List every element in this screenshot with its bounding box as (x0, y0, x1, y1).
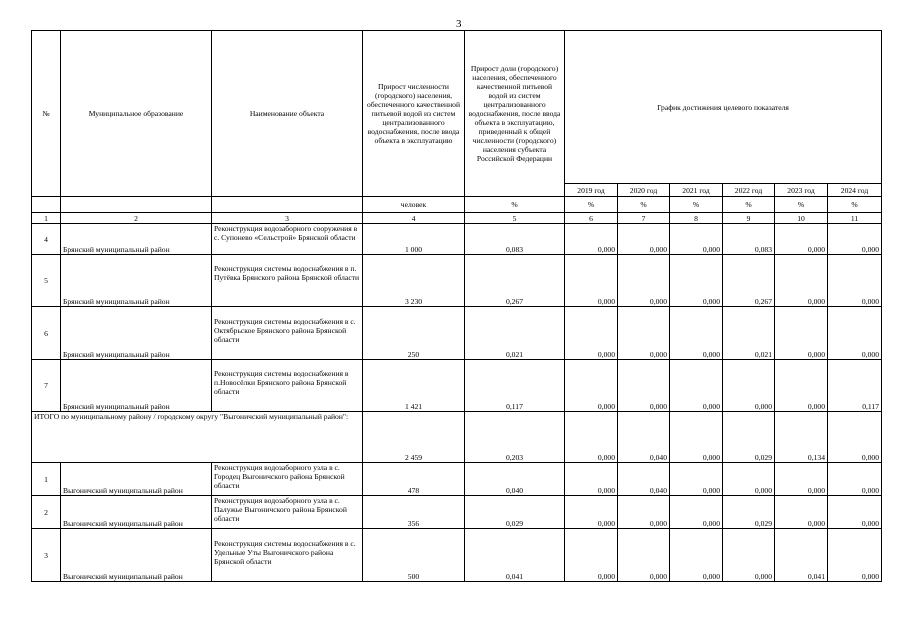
row-object: Реконструкция системы водоснабжения в с. Октябрьское Брянского района Брянской области (212, 307, 363, 360)
row-year-value: 0,000 (618, 255, 670, 307)
row-number: 2 (32, 496, 61, 529)
column-index: 2 (61, 213, 212, 224)
header-year: 2022 год (723, 184, 775, 197)
row-year-value: 0,000 (723, 529, 775, 582)
unit-year-percent: % (828, 197, 882, 213)
column-index: 3 (212, 213, 363, 224)
unit-year-percent: % (618, 197, 670, 213)
header-object-name: Наименование объекта (212, 31, 363, 197)
header-year: 2024 год (828, 184, 882, 197)
row-object: Реконструкция водозаборного узла в с. Городец Выгоничского района Брянской области (212, 463, 363, 496)
row-municipality: Брянский муниципальный район (61, 224, 212, 255)
target-indicator-table (31, 30, 882, 582)
row-year-value: 0,041 (775, 529, 828, 582)
row-municipality: Выгоничский муниципальный район (61, 496, 212, 529)
total-year-value: 0,000 (670, 412, 723, 463)
row-year-value: 0,029 (723, 496, 775, 529)
row-people: 478 (363, 463, 465, 496)
header-year: 2021 год (670, 184, 723, 197)
row-year-value: 0,000 (775, 496, 828, 529)
row-year-value: 0,000 (828, 496, 882, 529)
column-index: 6 (565, 213, 618, 224)
unit-year-percent: % (670, 197, 723, 213)
row-number: 1 (32, 463, 61, 496)
row-people: 1 421 (363, 360, 465, 412)
column-index: 11 (828, 213, 882, 224)
row-year-value: 0,021 (723, 307, 775, 360)
column-index: 4 (363, 213, 465, 224)
table-row (32, 224, 882, 255)
table-row (32, 496, 882, 529)
column-index: 10 (775, 213, 828, 224)
row-share: 0,267 (465, 255, 565, 307)
row-object: Реконструкция водозаборного узла в с. Палужье Выгоничского района Брянской области (212, 496, 363, 529)
table-row (32, 307, 882, 360)
row-municipality: Брянский муниципальный район (61, 255, 212, 307)
total-year-value: 0,040 (618, 412, 670, 463)
row-object: Реконструкция системы водоснабжения в п. Путёвка Брянского района Брянской области (212, 255, 363, 307)
unit-people: человек (363, 197, 465, 213)
unit-empty (212, 197, 363, 213)
row-share: 0,041 (465, 529, 565, 582)
row-year-value: 0,000 (670, 496, 723, 529)
row-year-value: 0,000 (565, 529, 618, 582)
unit-year-percent: % (565, 197, 618, 213)
row-number: 7 (32, 360, 61, 412)
row-number: 6 (32, 307, 61, 360)
row-year-value: 0,000 (775, 224, 828, 255)
header-population-growth: Прирост численности (городского) населения, обеспеченного качественной питьевой водой из систем централизованного водоснабжения, после ввода объекта в эксплуатацию (363, 31, 465, 197)
total-year-value: 0,000 (565, 412, 618, 463)
header-year: 2023 год (775, 184, 828, 197)
header-no: № (32, 31, 61, 197)
unit-empty (61, 197, 212, 213)
row-people: 250 (363, 307, 465, 360)
row-municipality: Выгоничский муниципальный район (61, 463, 212, 496)
page-number: 3 (456, 18, 462, 30)
column-index: 7 (618, 213, 670, 224)
row-year-value: 0,000 (828, 463, 882, 496)
row-year-value: 0,000 (565, 307, 618, 360)
row-year-value: 0,000 (828, 529, 882, 582)
column-index: 5 (465, 213, 565, 224)
unit-year-percent: % (723, 197, 775, 213)
row-year-value: 0,000 (670, 529, 723, 582)
row-year-value: 0,000 (828, 307, 882, 360)
column-index: 9 (723, 213, 775, 224)
row-share: 0,083 (465, 224, 565, 255)
row-object: Реконструкция системы водоснабжения в п.Новосёлки Брянского района Брянской области (212, 360, 363, 412)
row-year-value: 0,000 (618, 360, 670, 412)
row-year-value: 0,000 (618, 529, 670, 582)
table-row (32, 255, 882, 307)
row-year-value: 0,000 (670, 224, 723, 255)
unit-empty (32, 197, 61, 213)
row-year-value: 0,000 (565, 224, 618, 255)
header-year: 2020 год (618, 184, 670, 197)
row-year-value: 0,000 (565, 255, 618, 307)
row-year-value: 0,000 (618, 224, 670, 255)
row-year-value: 0,000 (565, 463, 618, 496)
total-label: ИТОГО по муниципальному району / городскому округу "Выгоничский муниципальный район": (32, 412, 363, 463)
row-year-value: 0,000 (565, 496, 618, 529)
row-object: Реконструкция водозаборного сооружения в с. Супонево «Сельстрой» Брянской области (212, 224, 363, 255)
column-index: 8 (670, 213, 723, 224)
header-municipality: Муниципальное образование (61, 31, 212, 197)
unit-year-percent: % (775, 197, 828, 213)
row-year-value: 0,117 (828, 360, 882, 412)
row-people: 500 (363, 529, 465, 582)
row-year-value: 0,000 (775, 255, 828, 307)
row-municipality: Брянский муниципальный район (61, 360, 212, 412)
total-row (32, 412, 882, 463)
row-year-value: 0,000 (618, 496, 670, 529)
row-year-value: 0,000 (775, 360, 828, 412)
unit-percent: % (465, 197, 565, 213)
row-share: 0,021 (465, 307, 565, 360)
row-year-value: 0,000 (723, 463, 775, 496)
header-schedule: График достижения целевого показателя (565, 31, 882, 184)
row-year-value: 0,000 (723, 360, 775, 412)
row-year-value: 0,000 (670, 463, 723, 496)
row-year-value: 0,000 (670, 360, 723, 412)
row-object: Реконструкция системы водоснабжения в с. Удельные Уты Выгоничского района Брянской области (212, 529, 363, 582)
row-number: 3 (32, 529, 61, 582)
row-year-value: 0,000 (670, 255, 723, 307)
row-municipality: Брянский муниципальный район (61, 307, 212, 360)
total-year-value: 0,134 (775, 412, 828, 463)
row-year-value: 0,083 (723, 224, 775, 255)
row-year-value: 0,000 (775, 307, 828, 360)
row-people: 356 (363, 496, 465, 529)
header-year: 2019 год (565, 184, 618, 197)
column-index: 1 (32, 213, 61, 224)
total-share: 0,203 (465, 412, 565, 463)
row-share: 0,029 (465, 496, 565, 529)
row-year-value: 0,000 (828, 255, 882, 307)
row-people: 3 230 (363, 255, 465, 307)
row-year-value: 0,000 (618, 307, 670, 360)
total-year-value: 0,029 (723, 412, 775, 463)
row-year-value: 0,000 (775, 463, 828, 496)
row-people: 1 000 (363, 224, 465, 255)
row-year-value: 0,000 (670, 307, 723, 360)
row-share: 0,117 (465, 360, 565, 412)
table-row (32, 463, 882, 496)
row-share: 0,040 (465, 463, 565, 496)
total-year-value: 0,000 (828, 412, 882, 463)
row-year-value: 0,267 (723, 255, 775, 307)
table-row (32, 529, 882, 582)
table-row (32, 360, 882, 412)
row-year-value: 0,000 (828, 224, 882, 255)
row-year-value: 0,040 (618, 463, 670, 496)
header-share-growth: Прирост доли (городского) населения, обеспеченного качественной питьевой водой из систем централизованного водоснабжения, после ввода объекта в эксплуатацию, приведенный к общей численности (городского) населения субъекта Российской Федерации (465, 31, 565, 197)
total-people: 2 459 (363, 412, 465, 463)
row-year-value: 0,000 (565, 360, 618, 412)
row-number: 5 (32, 255, 61, 307)
row-number: 4 (32, 224, 61, 255)
row-municipality: Выгоничский муниципальный район (61, 529, 212, 582)
